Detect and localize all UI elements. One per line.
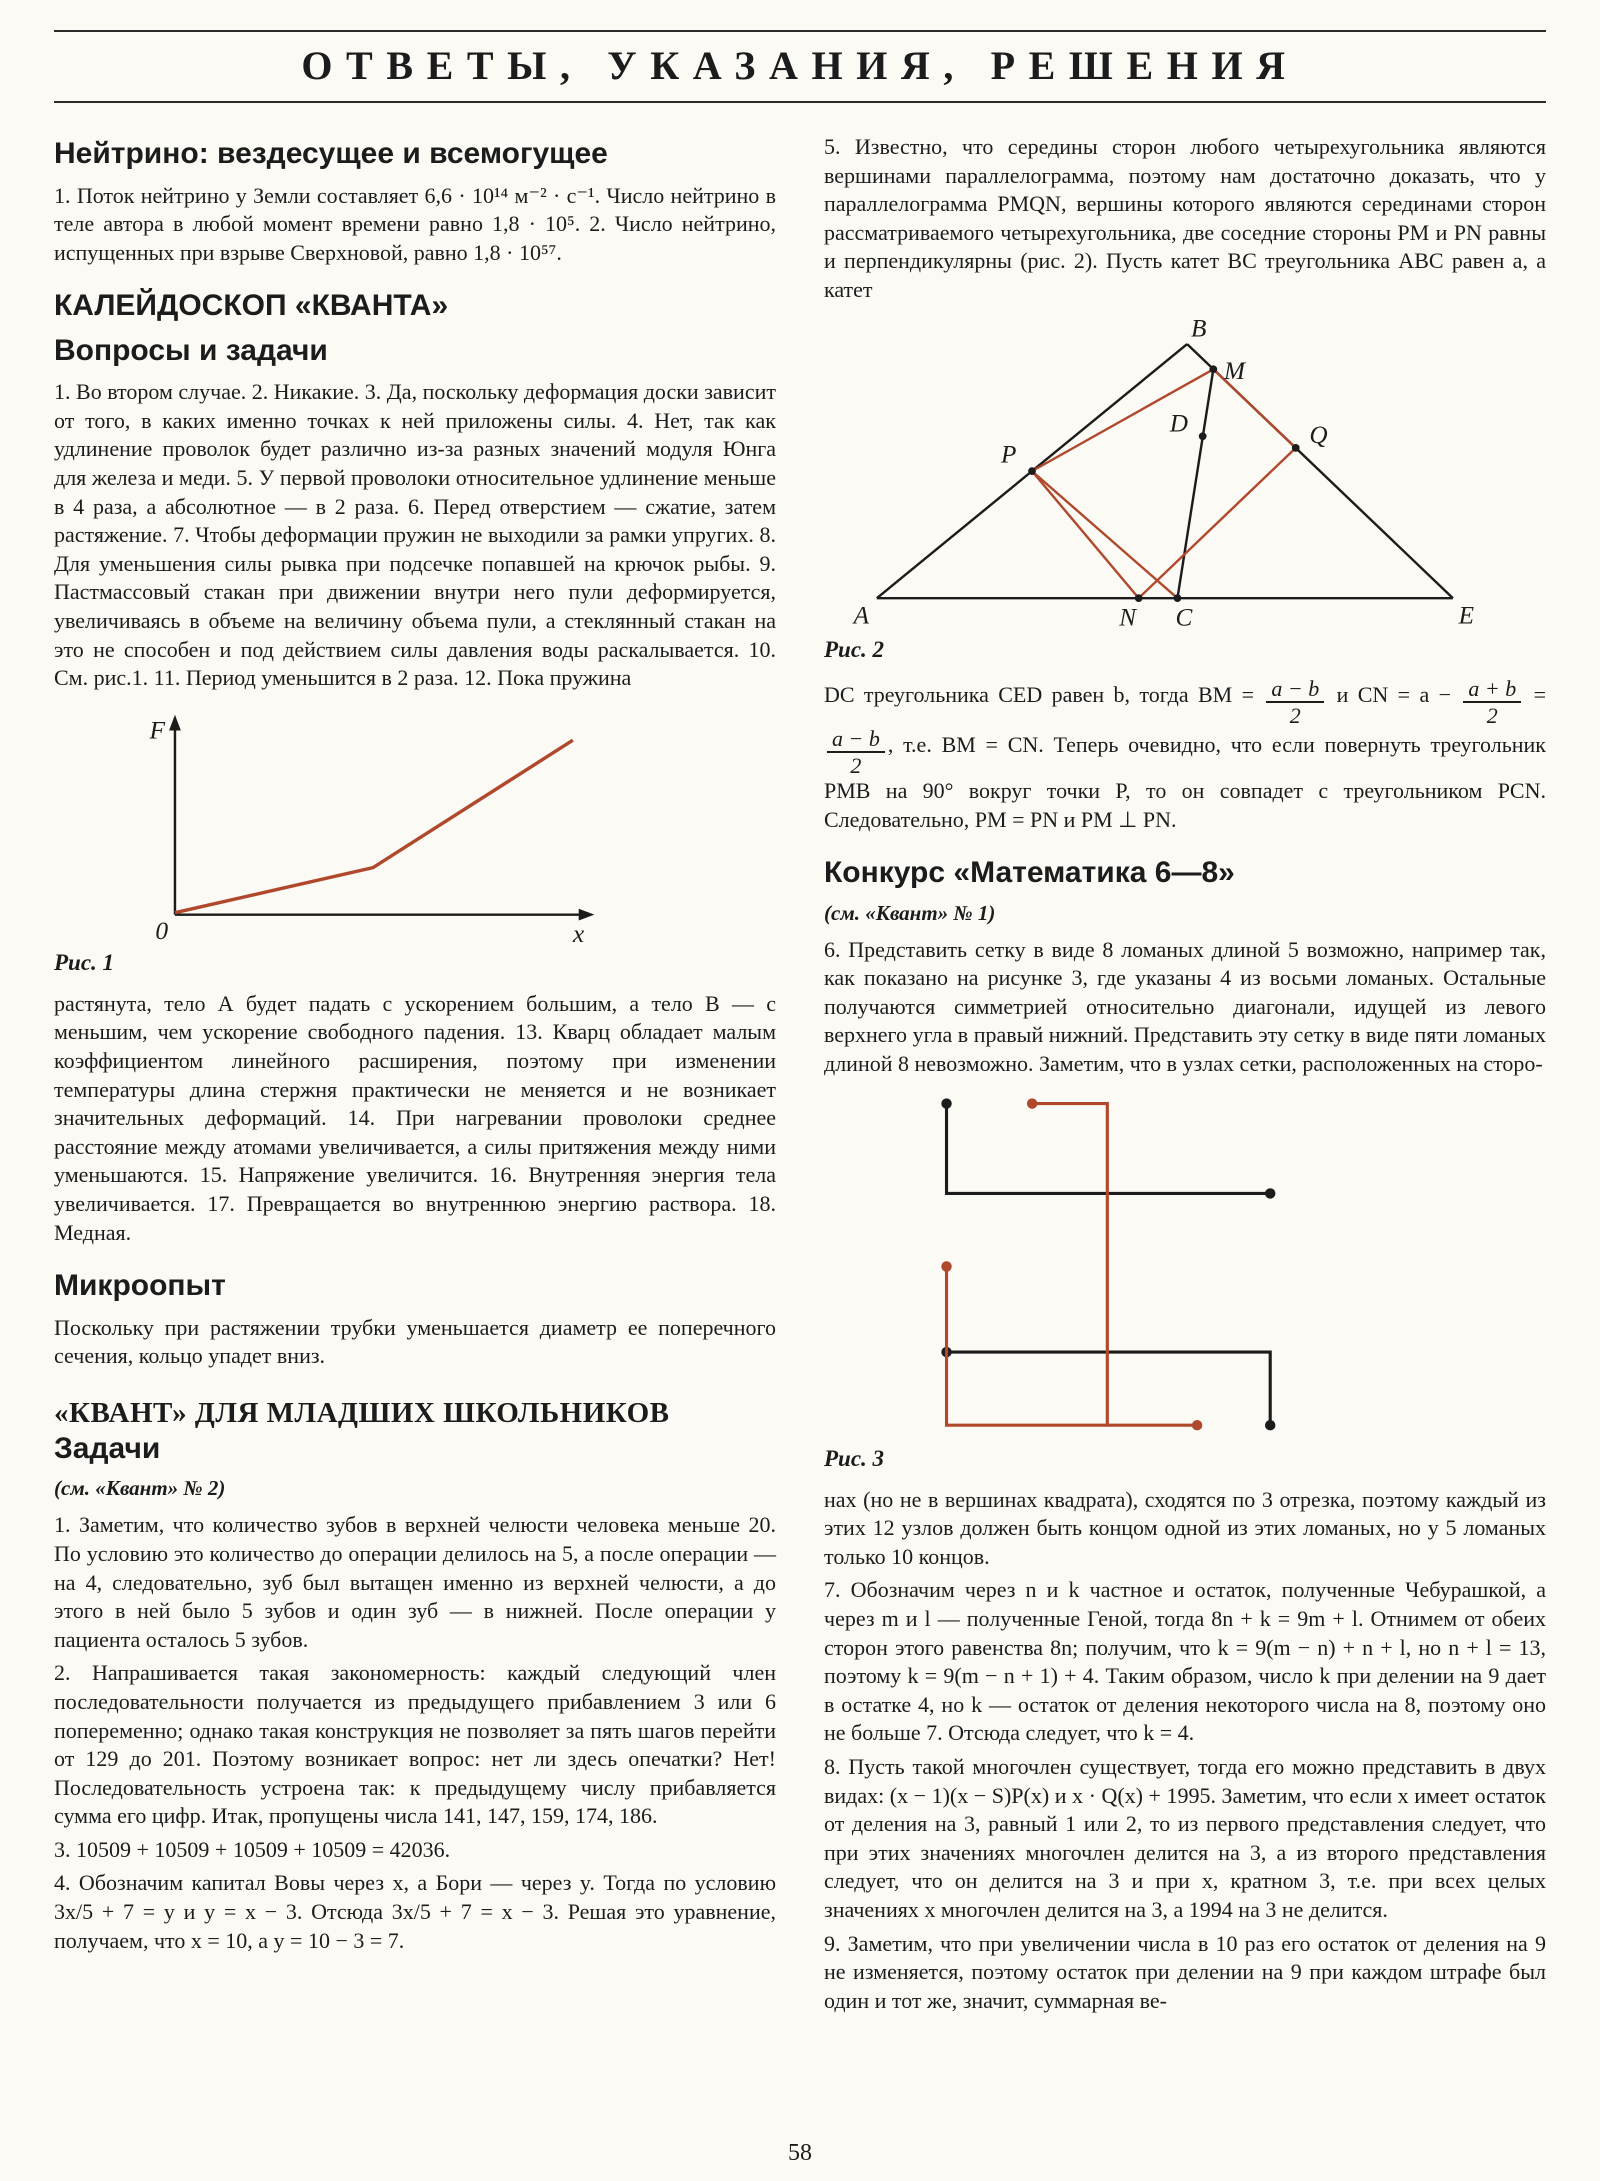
sol5b-text-2: и CN = a − xyxy=(1327,681,1461,707)
figure-3-label: Рис. 3 xyxy=(824,1445,885,1471)
page-title: ОТВЕТЫ, УКАЗАНИЯ, РЕШЕНИЯ xyxy=(301,43,1299,88)
sol5b-text-4: , т.е. BM = CN. Теперь очевидно, что если повернуть треугольник PMB на 90° вокруг точки P, то он совпадет с треугольником PCN. Следовательно, PM = PN и PM ⊥ PN. xyxy=(824,731,1546,832)
fraction-cn1-numerator: a + b xyxy=(1468,675,1517,701)
figure-2-geometry xyxy=(830,315,1490,635)
fig1-axis-arrowheads xyxy=(169,715,594,921)
page-number: 58 xyxy=(788,2140,812,2166)
fraction-cn-1 xyxy=(1463,677,1521,727)
subsection-questions-and-tasks: Вопросы и задачи xyxy=(54,333,328,367)
sol5b-text-1: DC треугольника CED равен b, тогда BM = xyxy=(824,681,1264,707)
section-title-kvant-juniors: «КВАНТ» ДЛЯ МЛАДШИХ ШКОЛЬНИКОВ xyxy=(54,1396,670,1429)
task-1-solution: 1. Заметим, что количество зубов в верхней челюсти человека меньше 20. По условию это количество до операции делилось на 5, а после операции — на 4, следовательно, зуб был вытащен именно из верхней челюсти, а до этого в ней было 5 зубов и один зуб — в нижней. После операции у пациента осталось 5 зубов. xyxy=(54,1512,776,1652)
subsection-tasks: Задачи xyxy=(54,1431,161,1465)
fig1-y-axis-label: F xyxy=(149,715,166,745)
figure-3-polylines xyxy=(934,1089,1289,1444)
solution-8: 8. Пусть такой многочлен существует, тогда его можно представить в двух видах: (x − 1)(x − S)P(x) и x · Q(x) + 1995. Заметим, что если x имеет остаток от деления на 3, равный 1 или 2, то из первого представления следует, что при этих значениях многочлен делится на 3, а из второго представления следует, что он делится на 3 и при x, кратном 3, т.е. при всех целых значениях x многочлен делится на 3, а 1994 на 3 не делится. xyxy=(824,1753,1546,1922)
fig2-label-Q: Q xyxy=(1309,421,1328,449)
fig3-red-endpoints xyxy=(941,1098,1202,1430)
fig2-label-A: A xyxy=(853,601,869,629)
solution-5-continued xyxy=(824,677,1546,835)
figure-1-graph xyxy=(114,703,624,948)
fig2-label-M: M xyxy=(1224,357,1245,385)
figure-2 xyxy=(824,315,1546,663)
solution-7: 7. Обозначим через n и k частное и остаток, полученные Чебурашкой, а через m и l — полученные Геной, тогда 8n + k = 9m + l. Отнимем от обеих сторон этого равенства 8n; получим, что k = 9(m − n) + n + l, но n + l = 13, поэтому k = 9(m − n + 1) + 4. Таким образом, число k при делении на 9 дает в остатке 4, но k — остаток от деления некоторого числа на 8, поэтому оно не больше 7. Отсюда следует, что k = 4. xyxy=(824,1577,1546,1746)
fig1-origin-label: 0 xyxy=(155,915,169,945)
kaleidoscope-answers-part1: 1. Во втором случае. 2. Никакие. 3. Да, поскольку деформация доски зависит от того, в каких именно точках к ней приложены силы. 4. Нет, так как удлинение проволок будет различно из-за разных значений модуля Юнга для железа и меди. 5. У первой проволоки относительное удлинение меньше в 4 раза, а абсолютное — в 2 раза. 6. Перед отверстием — сжатие, затем растяжение. 7. Чтобы деформации пружин не выходили за рамки упругих. 8. Для уменьшения силы рывка при подсечке попавшей на крючок рыбы. 9. Пастмассовый стакан при движении внутри него пули деформируется, увеличиваясь в объеме на величину объема пули, а стеклянный стакан на это не способен и под действием силы давления воды раскалывается. 10. См. рис.1. 11. Период уменьшится в 2 раза. 12. Пока пружина xyxy=(54,379,776,691)
right-column xyxy=(824,133,1546,2020)
figure-1 xyxy=(54,703,776,976)
fig2-label-P: P xyxy=(1000,440,1017,468)
microexperiment-answer: Поскольку при растяжении трубки уменьшается диаметр ее поперечного сечения, кольцо упадет вниз. xyxy=(54,1314,776,1369)
neutrino-answers: 1. Поток нейтрино у Земли составляет 6,6 · 10¹⁴ м⁻² · с⁻¹. Число нейтрино в теле автора в любой момент времени равно 1,8 · 10⁵. 2. Число нейтрино, испущенных при взрыве Сверхновой, равно 1,8 · 10⁵⁷. xyxy=(54,182,776,265)
fraction-bm-denominator: 2 xyxy=(1266,701,1324,727)
figure-3 xyxy=(824,1089,1546,1472)
task-4-solution: 4. Обозначим капитал Вовы через x, а Бори — через y. Тогда по условию 3x/5 + 7 = y и y = x − 3. Отсюда 3x/5 + 7 = x − 3. Решая это уравнение, получаем, что x = 10, а y = 10 − 3 = 7. xyxy=(54,1870,776,1953)
section-title-contest-math: Конкурс «Математика 6—8» xyxy=(824,856,1235,890)
fig2-label-N: N xyxy=(1119,603,1137,631)
fig2-label-E: E xyxy=(1458,601,1475,629)
fig2-label-C: C xyxy=(1175,603,1193,631)
solution-6-continued: нах (но не в вершинах квадрата), сходятся по 3 отрезка, поэтому каждый из этих 12 узлов должен быть концом одной из этих ломаных, но у 5 ломаных только 10 концов. xyxy=(824,1486,1546,1569)
fig3-red-polylines xyxy=(947,1103,1198,1425)
page-header xyxy=(54,30,1546,103)
fig1-x-axis-label: x xyxy=(572,918,585,948)
figure-1-label: Рис. 1 xyxy=(54,949,115,975)
solution-5: 5. Известно, что середины сторон любого четырехугольника являются вершинами параллелограмма, поэтому нам достаточно доказать, что у параллелограмма PMQN, вершины которого являются серединами сторон рассматриваемого четырехугольника, две соседние стороны PM и PN равны и перпендикулярны (рис. 2). Пусть катет ВС треугольника АВС равен a, а катет xyxy=(824,134,1546,302)
solution-9: 9. Заметим, что при увеличении числа в 10 раз его остаток от деления на 9 не изменяется, поэтому остаток при делении на 9 при каждом штрафе был один и тот же, значит, суммарная ве- xyxy=(824,1930,1546,2013)
content-columns xyxy=(54,133,1546,2020)
juniors-reference-note: (см. «Квант» № 2) xyxy=(54,1476,226,1501)
kaleidoscope-answers-part2: растянута, тело А будет падать с ускорением большим, а тело В — с меньшим, чем ускорение свободного падения. 13. Кварц обладает малым коэффициентом линейного расширения, поэтому при изменении температуры длина стержня практически не меняется и не возникает значительных деформаций. 14. При нагревании проволоки среднее расстояние между атомами увеличивается, а силы притяжения между ними уменьшаются. 15. Напряжение увеличится. 16. Внутренняя энергия тела увеличивается. 17. Превращается во внутреннюю энергию раствора. 18. Медная. xyxy=(54,990,776,1245)
fraction-cn2-denominator: 2 xyxy=(827,751,885,777)
task-3-solution: 3. 10509 + 10509 + 10509 + 10509 = 42036. xyxy=(54,1836,451,1862)
task-2-solution: 2. Напрашивается такая закономерность: каждый следующий член последовательности получается из предыдущего прибавлением 3 или 6 попеременно; однако такая конструкция не позволяет за пять шагов перейти от 129 до 201. Поэтому возникает вопрос: нет ли здесь опечатки? Нет! Последовательность устроена так: к предыдущему числу прибавляется сумма его цифр. Итак, пропущены числа 141, 147, 159, 174, 186. xyxy=(54,1660,776,1829)
fraction-bm xyxy=(1266,677,1324,727)
section-title-kaleidoscope: КАЛЕЙДОСКОП «КВАНТА» xyxy=(54,289,449,323)
fraction-cn2-numerator: a − b xyxy=(832,725,880,751)
sol5b-text-3: = xyxy=(1524,681,1546,707)
page-footer xyxy=(0,2140,1600,2167)
fig2-label-D: D xyxy=(1169,409,1188,437)
figure-2-label: Рис. 2 xyxy=(824,636,885,662)
solution-6: 6. Представить сетку в виде 8 ломаных длиной 5 возможно, например так, как показано на рисунке 3, где указаны 4 из восьми ломаных. Остальные получаются симметрией относительно диагонали, идущей из левого верхнего угла в правый нижний. Представить эту сетку в виде пяти ломаных длиной 8 невозможно. Заметим, что в узлах сетки, расположенных на сторо- xyxy=(824,936,1546,1076)
fraction-bm-numerator: a − b xyxy=(1271,675,1320,701)
contest-reference-note: (см. «Квант» № 1) xyxy=(824,900,996,925)
fraction-cn-2 xyxy=(827,727,885,777)
fig1-axes xyxy=(175,726,583,914)
fraction-cn1-denominator: 2 xyxy=(1463,701,1521,727)
section-title-microexperiment: Микроопыт xyxy=(54,1269,226,1303)
section-title-neutrino: Нейтрино: вездесущее и всемогущее xyxy=(54,137,608,170)
fig2-label-B: B xyxy=(1191,314,1207,342)
fig1-force-curve xyxy=(175,740,573,912)
fig2-triangle-lines xyxy=(877,344,1453,598)
left-column xyxy=(54,133,776,2020)
fig2-red-parallelogram xyxy=(1032,369,1296,598)
